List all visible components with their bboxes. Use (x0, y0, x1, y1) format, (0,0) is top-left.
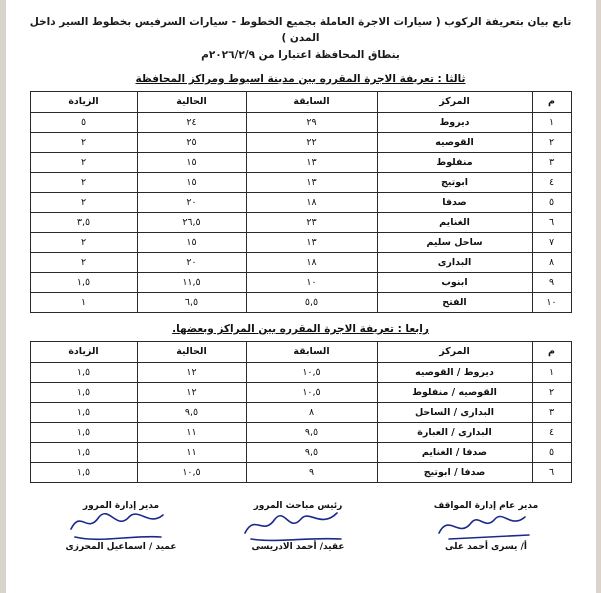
cell-index: ١٠ (532, 292, 571, 312)
cell-index: ٤ (532, 172, 571, 192)
cell-previous: ١٠ (246, 272, 377, 292)
cell-index: ٣ (532, 152, 571, 172)
cell-index: ٧ (532, 232, 571, 252)
cell-center: القوصيه / منفلوط (377, 382, 532, 402)
cell-increase: ١ (30, 292, 137, 312)
cell-previous: ٨ (246, 402, 377, 422)
fare-table-between-centers (30, 341, 572, 483)
cell-center: صدفا / ابوتيج (377, 462, 532, 482)
cell-current: ١٠,٥ (137, 462, 246, 482)
column-header-current: الحالية (137, 91, 246, 112)
column-header-index: م (532, 91, 571, 112)
section-4-title: رابعا : تعريفة الاجرة المقرره بين المراكز وبعضها. (172, 322, 429, 335)
cell-increase: ٣,٥ (30, 212, 137, 232)
cell-index: ٦ (532, 212, 571, 232)
cell-increase: ١,٥ (30, 422, 137, 442)
table-row (30, 362, 571, 382)
cell-previous: ٢٩ (246, 112, 377, 132)
signature-role: مدير إدارة المرور (82, 500, 160, 511)
signature-role: مدير عام إدارة المواقف (433, 500, 539, 511)
table-row (30, 232, 571, 252)
cell-increase: ٢ (30, 172, 137, 192)
cell-current: ٢٤ (137, 112, 246, 132)
table-row (30, 252, 571, 272)
cell-current: ٢٥ (137, 132, 246, 152)
column-header-previous: السابقة (246, 341, 377, 362)
column-header-center: المركز (377, 91, 532, 112)
table-row (30, 272, 571, 292)
fare-table-centers (30, 91, 572, 313)
cell-index: ٩ (532, 272, 571, 292)
table-row (30, 112, 571, 132)
table-row (30, 132, 571, 152)
column-header-center: المركز (377, 341, 532, 362)
cell-increase: ١,٥ (30, 382, 137, 402)
cell-current: ٢٦,٥ (137, 212, 246, 232)
cell-center: صدفا / الغنايم (377, 442, 532, 462)
cell-increase: ٥ (30, 112, 137, 132)
table-header-row (30, 341, 571, 362)
signature-role: رئيس مباحث المرور (253, 500, 343, 511)
cell-index: ٨ (532, 252, 571, 272)
signature-traffic-director (51, 499, 191, 556)
cell-previous: ١٨ (246, 192, 377, 212)
table-row (30, 152, 571, 172)
cell-center: ساحل سليم (377, 232, 532, 252)
table-row (30, 422, 571, 442)
column-header-increase: الزيادة (30, 91, 137, 112)
cell-current: ١١ (137, 422, 246, 442)
table-row (30, 172, 571, 192)
cell-increase: ١,٥ (30, 362, 137, 382)
table-row (30, 192, 571, 212)
cell-increase: ٢ (30, 132, 137, 152)
signature-name: أ/ يسرى أحمد على (445, 542, 527, 553)
scan-edge-mark-right (596, 0, 601, 593)
cell-index: ٥ (532, 442, 571, 462)
column-header-increase: الزيادة (30, 341, 137, 362)
signature-name: عميد / اسماعيل المحرزى (65, 542, 177, 553)
cell-center: منفلوط (377, 152, 532, 172)
cell-center: القوصيه (377, 132, 532, 152)
cell-increase: ٢ (30, 252, 137, 272)
cell-center: الغنايم (377, 212, 532, 232)
cell-current: ٢٠ (137, 192, 246, 212)
cell-index: ٤ (532, 422, 571, 442)
header-line-1: تابع بيان بتعريفة الركوب ( سيارات الاجرة العاملة بجميع الخطوط - سيارات السرفيس بخطوط السير داخل المدن ) (29, 16, 572, 45)
cell-index: ٥ (532, 192, 571, 212)
signature-mawaqif (411, 499, 561, 556)
table-row (30, 462, 571, 482)
cell-previous: ١٨ (246, 252, 377, 272)
cell-current: ١٥ (137, 172, 246, 192)
cell-previous: ١٣ (246, 152, 377, 172)
cell-index: ٢ (532, 382, 571, 402)
cell-previous: ٢٢ (246, 132, 377, 152)
column-header-current: الحالية (137, 341, 246, 362)
signature-name: عقيد/ أحمد الادريسى (251, 542, 345, 553)
cell-previous: ٩,٥ (246, 442, 377, 462)
cell-previous: ١٠,٥ (246, 362, 377, 382)
cell-index: ٢ (532, 132, 571, 152)
cell-current: ١١,٥ (137, 272, 246, 292)
table-row (30, 402, 571, 422)
table-row (30, 292, 571, 312)
cell-previous: ٩,٥ (246, 422, 377, 442)
column-header-index: م (532, 341, 571, 362)
cell-center: البدارى / العبارة (377, 422, 532, 442)
cell-previous: ١٣ (246, 172, 377, 192)
cell-index: ١ (532, 112, 571, 132)
cell-center: ديروط / القوصيه (377, 362, 532, 382)
cell-previous: ٥,٥ (246, 292, 377, 312)
cell-increase: ٢ (30, 232, 137, 252)
cell-index: ٦ (532, 462, 571, 482)
table-header-row (30, 91, 571, 112)
signature-block (18, 499, 583, 569)
cell-center: صدفا (377, 192, 532, 212)
signature-traffic-investigation (223, 499, 373, 556)
cell-increase: ٢ (30, 152, 137, 172)
cell-previous: ٩ (246, 462, 377, 482)
cell-center: ديروط (377, 112, 532, 132)
cell-index: ٣ (532, 402, 571, 422)
cell-current: ١٢ (137, 362, 246, 382)
cell-increase: ١,٥ (30, 462, 137, 482)
cell-previous: ٢٣ (246, 212, 377, 232)
cell-index: ١ (532, 362, 571, 382)
cell-current: ٩,٥ (137, 402, 246, 422)
section-3-title: ثالثا : تعريفة الاجرة المقرره بين مدينة اسيوط ومراكز المحافظة (135, 72, 466, 85)
header-line-2: بنطاق المحافظة اعتبارا من ٢٠٢٦/٢/٩م (201, 48, 400, 61)
cell-current: ٢٠ (137, 252, 246, 272)
cell-current: ١١ (137, 442, 246, 462)
column-header-previous: السابقة (246, 91, 377, 112)
table-row (30, 212, 571, 232)
cell-center: البدارى / الساحل (377, 402, 532, 422)
cell-increase: ٢ (30, 192, 137, 212)
table-row (30, 442, 571, 462)
cell-increase: ١,٥ (30, 442, 137, 462)
cell-previous: ١٠,٥ (246, 382, 377, 402)
cell-increase: ١,٥ (30, 402, 137, 422)
cell-previous: ١٣ (246, 232, 377, 252)
document-header (18, 14, 583, 63)
cell-current: ١٥ (137, 232, 246, 252)
cell-center: البدارى (377, 252, 532, 272)
cell-current: ٦,٥ (137, 292, 246, 312)
cell-center: ابنوب (377, 272, 532, 292)
cell-current: ١٢ (137, 382, 246, 402)
cell-current: ١٥ (137, 152, 246, 172)
scan-edge-mark-top (0, 0, 6, 593)
table-row (30, 382, 571, 402)
cell-center: ابوتيج (377, 172, 532, 192)
cell-center: الفتح (377, 292, 532, 312)
cell-increase: ١,٥ (30, 272, 137, 292)
